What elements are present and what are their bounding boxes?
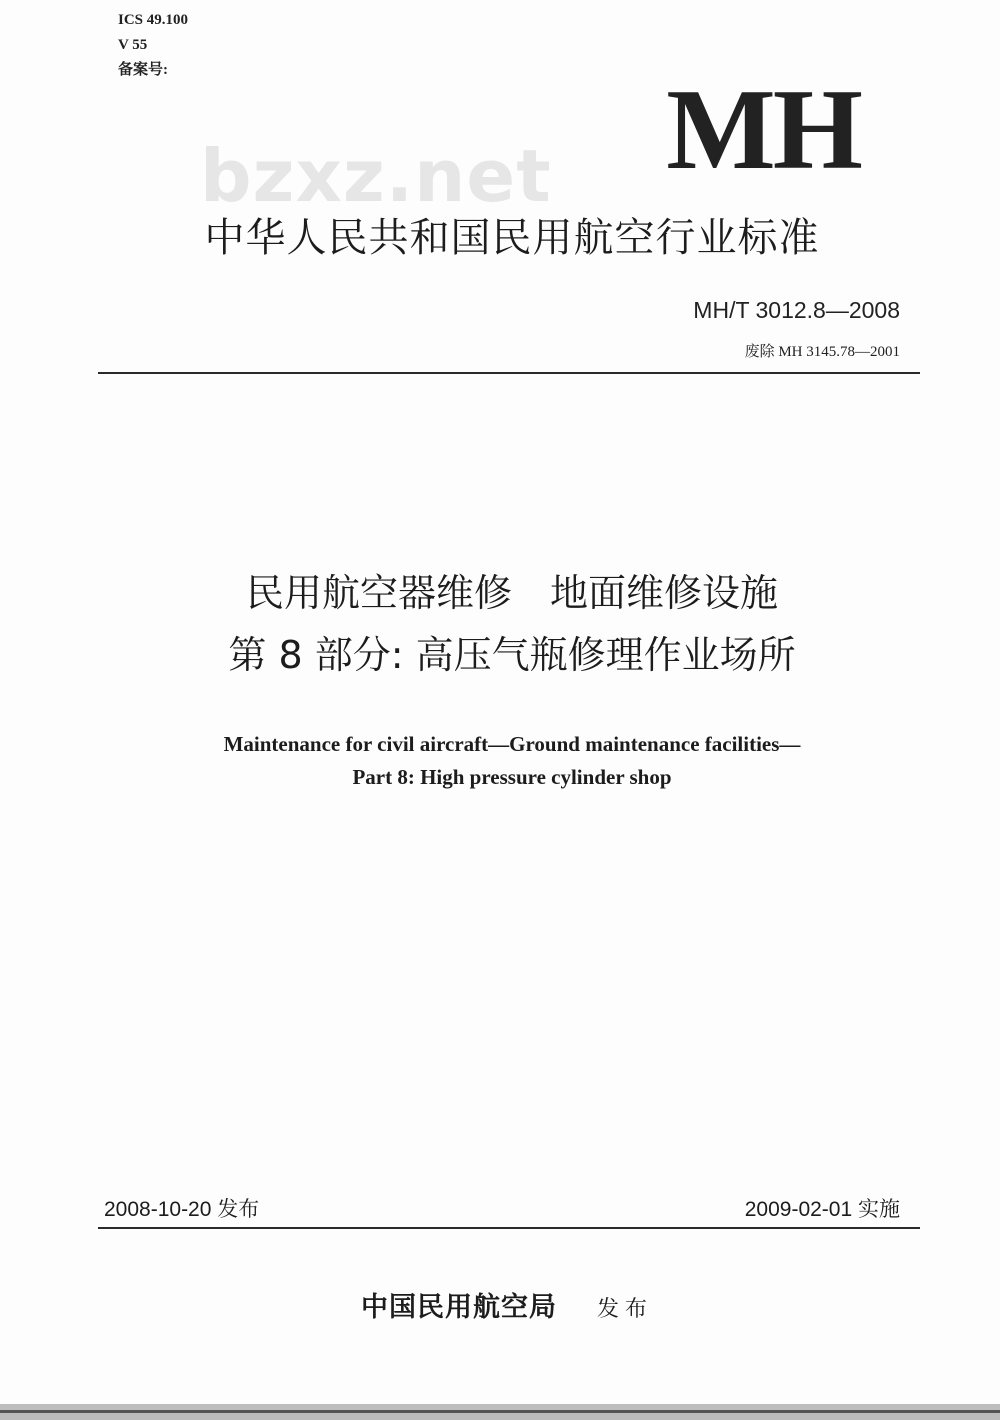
chinese-title-line-1: 民用航空器维修 地面维修设施 <box>245 571 778 615</box>
ics-code: ICS 49.100 <box>118 12 189 28</box>
standard-category-title: 中华人民共和国民用航空行业标准 <box>204 215 820 261</box>
english-title-line-2: Part 8: High pressure cylinder shop <box>352 765 672 789</box>
ccs-code: V 55 <box>118 37 148 53</box>
top-divider <box>98 372 920 374</box>
publisher-line <box>0 1290 1000 1328</box>
english-title <box>0 728 1000 794</box>
standard-number: MH/T 3012.8—2008 <box>693 297 900 323</box>
bottom-divider <box>98 1227 920 1229</box>
chinese-title-line-2: 第 8 部分: 高压气瓶修理作业场所 <box>228 633 796 677</box>
implementation-date: 2009-02-01 实施 <box>744 1198 900 1221</box>
replaces-standard: 废除 MH 3145.78—2001 <box>744 344 900 360</box>
english-title-line-1: Maintenance for civil aircraft—Ground maintenance facilities— <box>223 732 801 756</box>
chinese-title <box>0 562 1000 686</box>
publisher-org: 中国民用航空局 <box>360 1292 557 1323</box>
watermark: bzxz.net <box>200 134 552 218</box>
classification-block <box>118 8 188 83</box>
mh-logo: MH <box>666 66 860 194</box>
filing-number-label: 备案号: <box>118 62 168 78</box>
issue-date: 2008-10-20 发布 <box>104 1198 260 1221</box>
page-bottom-edge <box>0 1404 1000 1420</box>
publisher-action: 发布 <box>596 1297 653 1322</box>
